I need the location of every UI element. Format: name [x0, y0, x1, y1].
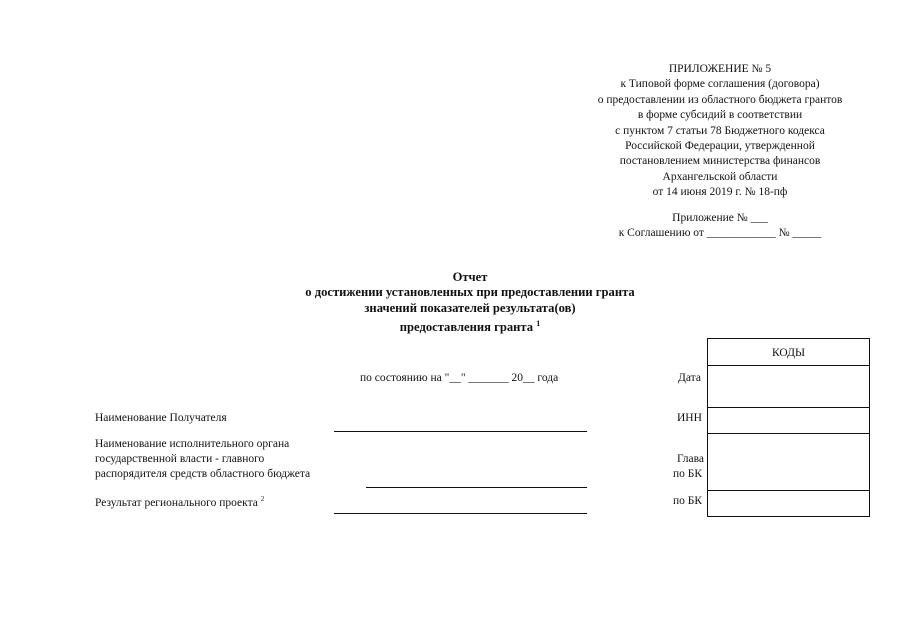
- authority-label-1: Наименование исполнительного органа: [95, 438, 290, 450]
- appendix-line: Архангельской области: [662, 170, 778, 183]
- result-label-text: Результат регионального проекта: [95, 497, 258, 509]
- appendix-line: постановлением министерства финансов: [619, 155, 821, 168]
- appendix-line: о предоставлении из областного бюджета грантов: [597, 93, 843, 106]
- code-inn-cell[interactable]: [708, 407, 869, 433]
- attachment-block: [560, 211, 880, 242]
- recipient-input-line[interactable]: [334, 431, 587, 432]
- title-footnote: 1: [536, 319, 541, 329]
- appendix-line: ПРИЛОЖЕНИЕ № 5: [668, 63, 772, 75]
- bk-label: по БК: [673, 495, 703, 507]
- title-line-1: Отчет: [452, 270, 488, 284]
- title-line-2: о достижении установленных при предоставлении гранта: [305, 285, 635, 300]
- codes-table: [707, 338, 870, 517]
- authority-label-2: государственной власти - главного: [95, 453, 265, 465]
- title-line-4-text: предоставления гранта: [399, 320, 534, 335]
- appendix-header: [560, 62, 880, 201]
- appendix-line: Российской Федерации, утвержденной: [625, 140, 815, 153]
- attachment-agreement: к Соглашению от ____________ № _____: [618, 227, 822, 240]
- codes-header: КОДЫ: [772, 347, 805, 359]
- glava-label-2: по БК: [673, 468, 703, 480]
- date-code-label: Дата: [678, 372, 701, 384]
- result-footnote: 2: [260, 495, 265, 503]
- date-line: по состоянию на "__" _______ 20__ года: [360, 372, 559, 384]
- code-bk-cell[interactable]: [708, 490, 869, 516]
- result-input-line[interactable]: [334, 513, 587, 514]
- appendix-line: с пунктом 7 статьи 78 Бюджетного кодекса: [615, 124, 825, 137]
- title-line-4: [200, 316, 740, 335]
- report-title: [200, 270, 740, 336]
- inn-label: ИНН: [677, 412, 702, 424]
- appendix-line: к Типовой форме соглашения (договора): [620, 78, 820, 91]
- authority-input-line[interactable]: [366, 487, 587, 488]
- recipient-label: Наименование Получателя: [95, 412, 227, 424]
- authority-label-3: распорядителя средств областного бюджета: [95, 468, 311, 480]
- result-label: [95, 495, 264, 509]
- attachment-number: Приложение № ___: [672, 212, 768, 224]
- appendix-line: от 14 июня 2019 г. № 18-пф: [652, 186, 788, 199]
- code-glava-cell[interactable]: [708, 433, 869, 490]
- glava-label-1: Глава: [677, 453, 705, 465]
- appendix-line: в форме субсидий в соответствии: [637, 109, 803, 122]
- title-line-3: значений показателей результата(ов): [364, 300, 576, 315]
- code-date-cell[interactable]: [708, 365, 869, 407]
